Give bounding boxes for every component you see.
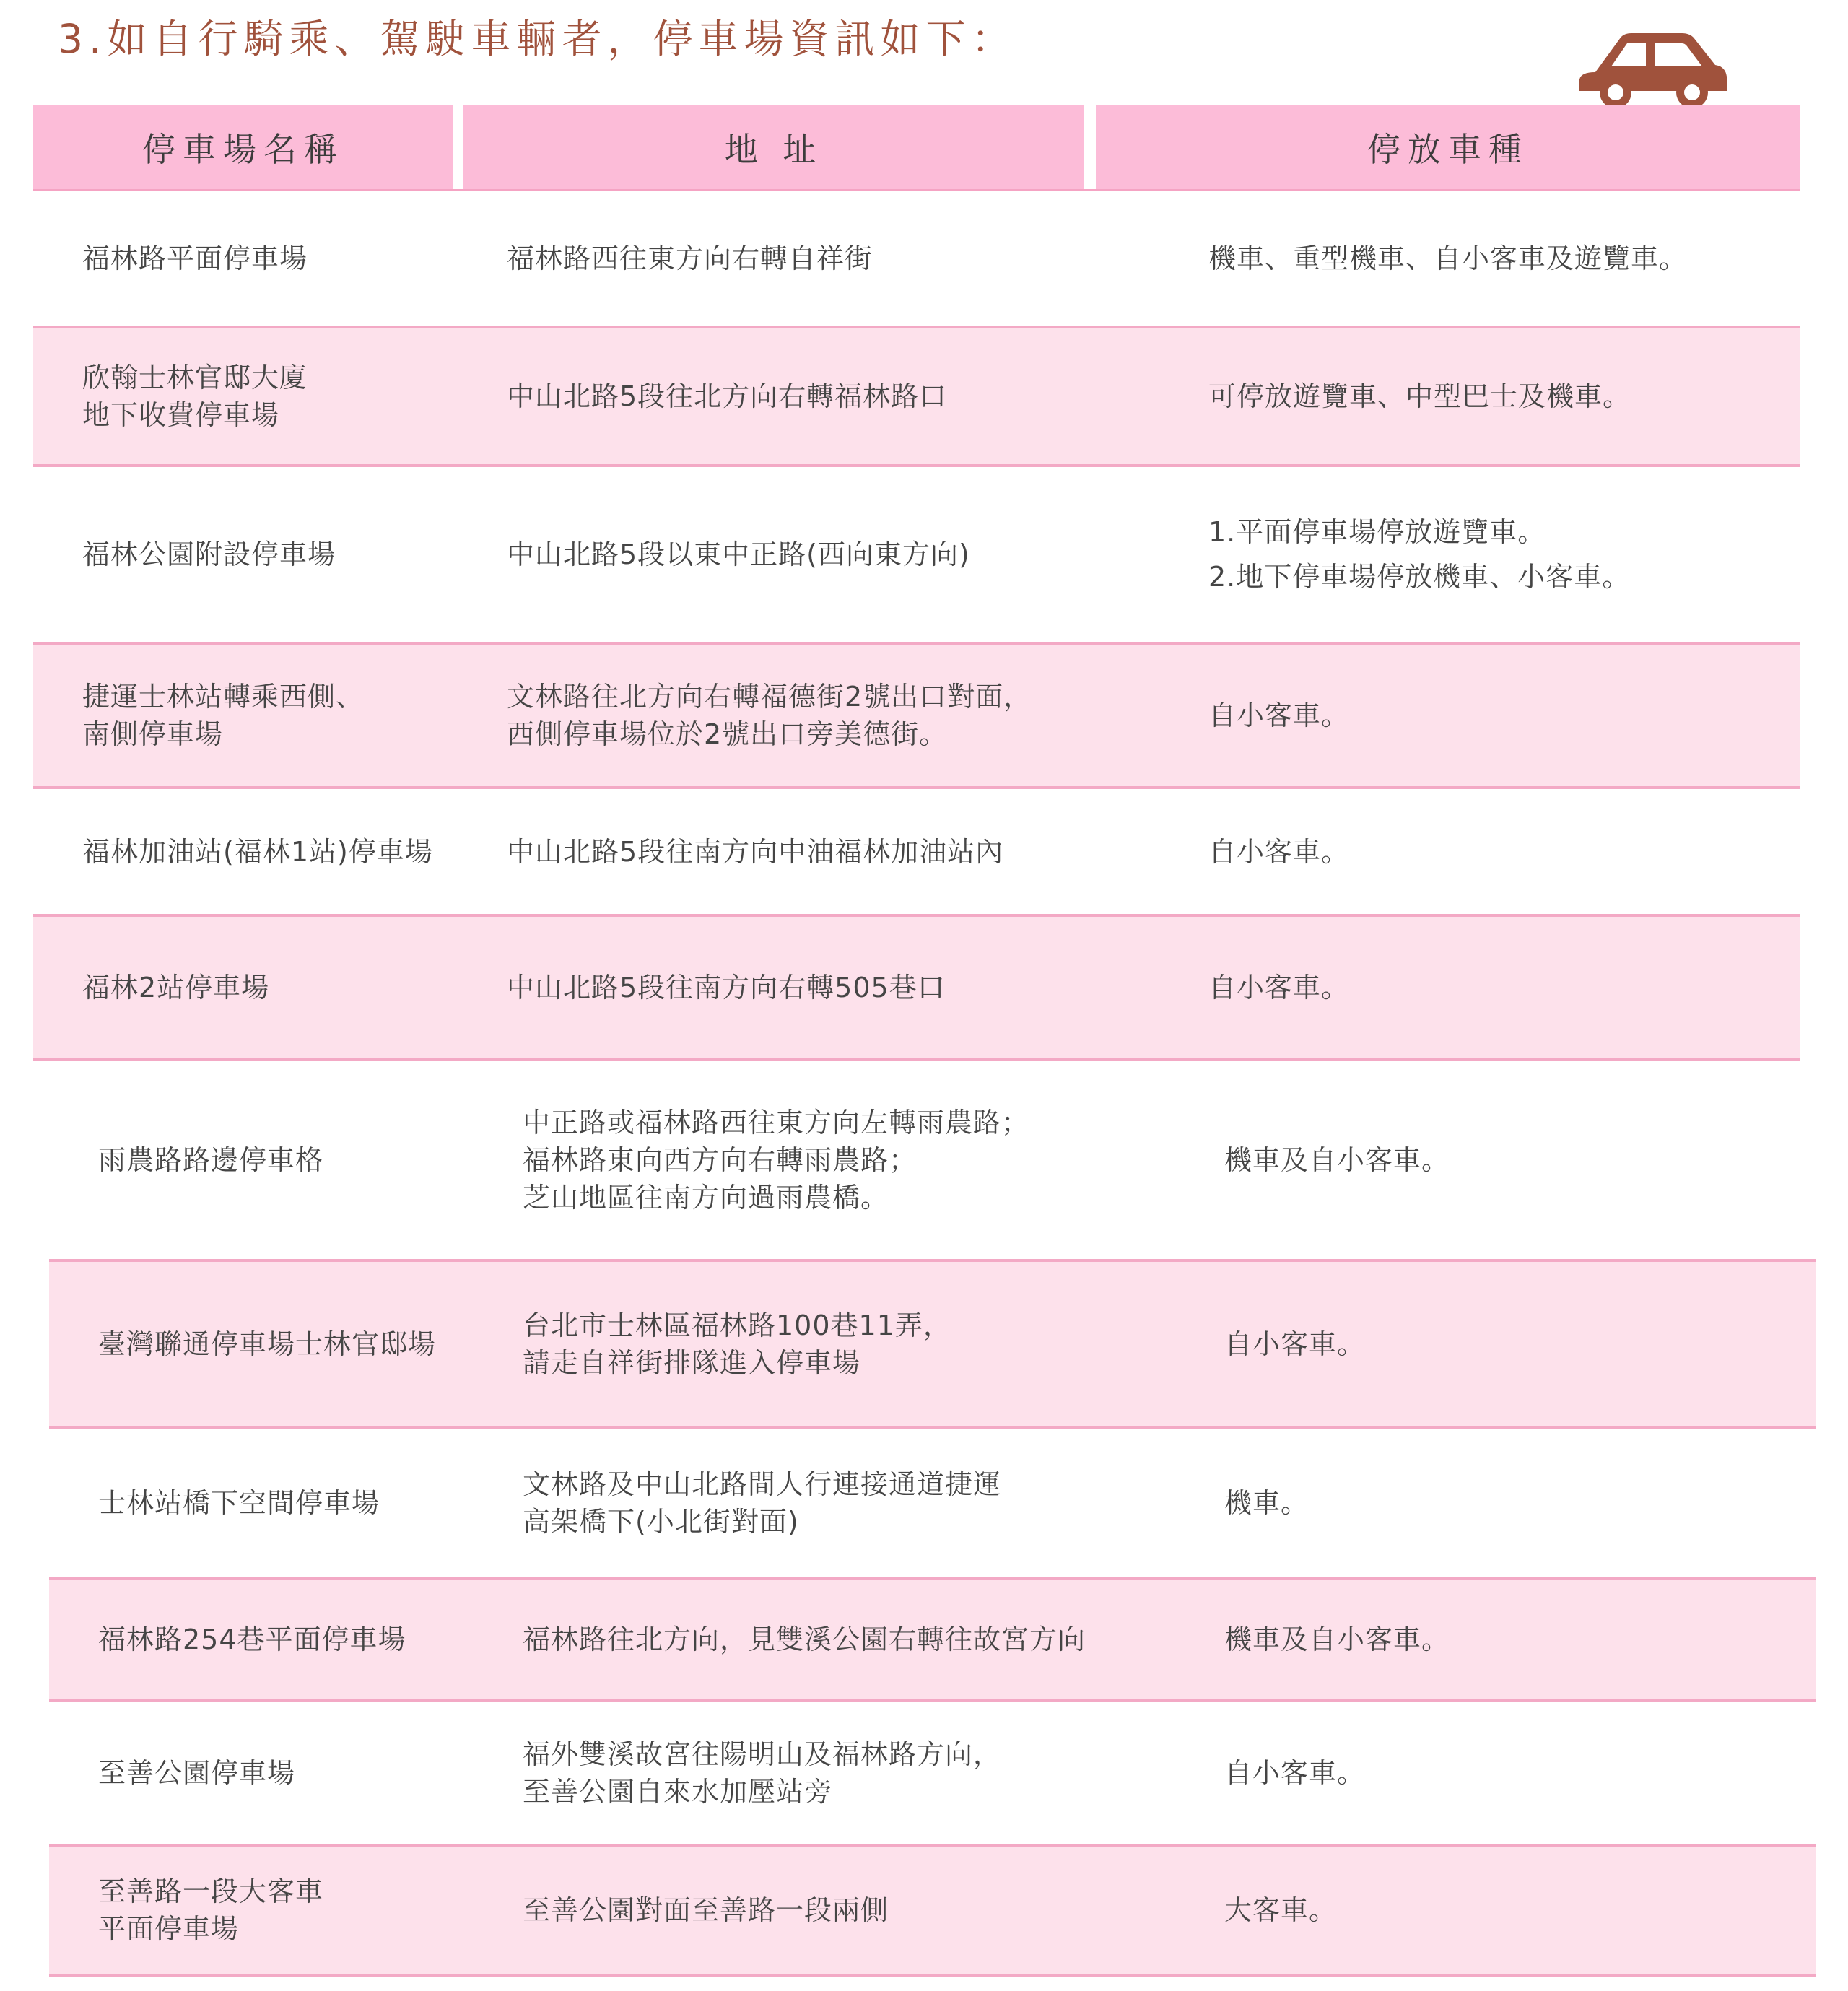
- parking-name: 至善公園停車場: [98, 1757, 296, 1789]
- parking-name: 福林路平面停車場: [82, 243, 308, 274]
- parking-address: 中山北路5段往北方向右轉福林路口: [507, 380, 948, 412]
- parking-name: 雨農路路邊停車格: [98, 1144, 324, 1176]
- row-divider: [49, 1974, 1816, 1977]
- parking-vehicle-type: 1.平面停車場停放遊覽車。 2.地下停車場停放機車、小客車。: [1208, 516, 1631, 593]
- table-row: [49, 1847, 1816, 1977]
- table-row: [33, 789, 1800, 917]
- car-icon: [1574, 22, 1732, 114]
- parking-address: 福林路往北方向，見雙溪公園右轉往故宮方向: [523, 1624, 1086, 1655]
- parking-address: 福外雙溪故宮往陽明山及福林路方向， 至善公園自來水加壓站旁: [523, 1738, 1002, 1808]
- parking-vehicle-type: 機車、重型機車、自小客車及遊覽車。: [1208, 243, 1688, 274]
- table-row: [33, 467, 1800, 645]
- parking-address: 中山北路5段以東中正路(西向東方向): [507, 539, 970, 570]
- parking-vehicle-type: 自小客車。: [1208, 972, 1350, 1003]
- column-header-vehicle-type: 停放車種: [1096, 105, 1800, 189]
- parking-name: 福林2站停車場: [82, 972, 270, 1003]
- table-row: [49, 1702, 1816, 1847]
- parking-name: 福林路254巷平面停車場: [98, 1624, 406, 1655]
- parking-name: 捷運士林站轉乘西側、 南側停車場: [82, 681, 365, 750]
- table-row: [49, 1262, 1816, 1429]
- parking-vehicle-type: 自小客車。: [1208, 835, 1350, 868]
- parking-vehicle-type: 機車及自小客車。: [1224, 1144, 1450, 1176]
- parking-name: 臺灣聯通停車場士林官邸場: [98, 1328, 437, 1360]
- parking-vehicle-type: 自小客車。: [1224, 1757, 1366, 1789]
- parking-address: 中山北路5段往南方向中油福林加油站內: [507, 835, 1004, 868]
- parking-address: 文林路及中山北路間人行連接通道捷運 高架橋下(小北街對面): [523, 1468, 1002, 1538]
- column-header-name: 停車場名稱: [33, 105, 453, 189]
- parking-vehicle-type: 自小客車。: [1208, 700, 1350, 731]
- column-header-address: 地 址: [463, 105, 1084, 189]
- parking-name: 至善路一段大客車 平面停車場: [98, 1875, 324, 1945]
- table-row: [33, 191, 1800, 328]
- page-title: 3.如自行騎乘、駕駛車輛者，停車場資訊如下：: [58, 16, 1017, 62]
- parking-address: 中正路或福林路西往東方向左轉雨農路； 福林路東向西方向右轉雨農路； 芝山地區往南方向過雨農橋。: [523, 1107, 1030, 1214]
- table-row: [49, 1580, 1816, 1702]
- parking-name: 福林加油站(福林1站)停車場: [82, 835, 433, 868]
- parking-address: 台北市士林區福林路100巷11弄， 請走自祥街排隊進入停車場: [523, 1310, 951, 1379]
- parking-vehicle-type: 自小客車。: [1224, 1328, 1366, 1360]
- parking-address: 至善公園對面至善路一段兩側: [523, 1894, 889, 1926]
- table-row: [33, 328, 1800, 467]
- table-row: [49, 1429, 1816, 1580]
- table-row: [49, 1061, 1816, 1262]
- parking-vehicle-type: 機車。: [1224, 1487, 1309, 1519]
- parking-address: 文林路往北方向右轉福德街2號出口對面， 西側停車場位於2號出口旁美德街。: [507, 681, 1032, 750]
- parking-name: 士林站橋下空間停車場: [98, 1487, 380, 1519]
- parking-vehicle-type: 機車及自小客車。: [1224, 1624, 1450, 1655]
- parking-vehicle-type: 可停放遊覽車、中型巴士及機車。: [1208, 380, 1631, 412]
- parking-vehicle-type: 大客車。: [1224, 1894, 1338, 1926]
- parking-address: 中山北路5段往南方向右轉505巷口: [507, 972, 946, 1003]
- table-row: [33, 645, 1800, 789]
- parking-address: 福林路西往東方向右轉自祥街: [507, 243, 873, 274]
- parking-name: 福林公園附設停車場: [82, 539, 336, 570]
- parking-name: 欣翰士林官邸大廈 地下收費停車場: [82, 362, 308, 431]
- table-row: [33, 917, 1800, 1061]
